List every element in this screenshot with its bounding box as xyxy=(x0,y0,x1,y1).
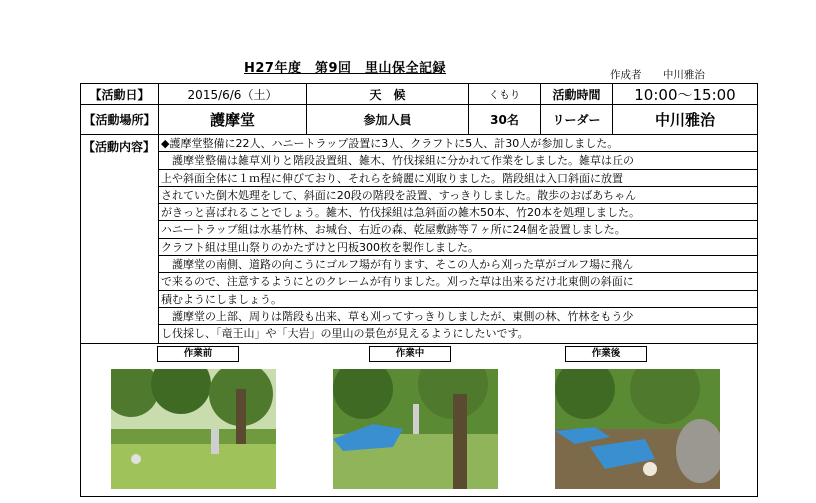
author-label: 作成者 xyxy=(610,69,642,81)
content-line: されていた倒木処理をして、斜面に20段の階段を設置、すっきりしました。散歩のおばあちゃん xyxy=(159,187,757,204)
content-line: 護摩堂の上部、周りは階段も出来、草も刈ってすっきりしましたが、東側の林、竹林をもう少 xyxy=(159,308,757,325)
content-label: 【活動内容】 xyxy=(81,135,159,343)
place-row xyxy=(81,105,757,135)
photo-after-label: 作業後 xyxy=(565,346,647,362)
photo-before-label: 作業前 xyxy=(157,346,239,362)
content-lines xyxy=(159,135,757,343)
content-line: 護摩堂の南側、道路の向こうにゴルフ場が有ります、そこの人から刈った草がゴルフ場に飛ん xyxy=(159,256,757,273)
content-line: がきっと喜ばれることでしょう。雑木、竹伐採組は急斜面の雑木50本、竹20本を処理しました。 xyxy=(159,204,757,221)
content-line: ◆護摩堂整備に22人、ハニートラップ設置に3人、クラフトに5人、計30人が参加しました。 xyxy=(159,135,757,152)
date-row xyxy=(81,84,757,105)
photo-section xyxy=(81,344,757,496)
date-value: 2015/6/6（土） xyxy=(159,84,307,104)
weather-label: 天 候 xyxy=(307,84,469,104)
author-name: 中川雅治 xyxy=(662,69,705,81)
date-label: 【活動日】 xyxy=(81,84,159,104)
place-value: 護摩堂 xyxy=(159,105,307,134)
weather-value: くもり xyxy=(469,84,541,104)
leader-value: 中川雅治 xyxy=(654,111,715,129)
participants-value: 30名 xyxy=(469,105,541,134)
content-line: ハニートラップ組は水基竹林、お城台、右近の森、乾屋敷跡等７ヶ所に24個を設置しました。 xyxy=(159,221,757,238)
author-info xyxy=(610,67,705,82)
photo-during xyxy=(333,369,498,489)
content-line: 護摩堂整備は雑草刈りと階段設置組、雑木、竹伐採組に分かれて作業をしました。雑草は丘の xyxy=(159,152,757,169)
participants-label: 参加人員 xyxy=(307,105,469,134)
leader-label: リーダー xyxy=(541,105,613,134)
place-label: 【活動場所】 xyxy=(81,105,159,134)
document-title: H27年度 第9回 里山保全記録 xyxy=(244,61,447,76)
content-line: 積むようにしましょう。 xyxy=(159,291,757,308)
content-line: クラフト組は里山祭りのかたずけと円板300枚を製作しました。 xyxy=(159,239,757,256)
content-line: 上や斜面全体に１ｍ程に伸びており、それらを綺麗に刈取りました。階段組は入口斜面に放置 xyxy=(159,170,757,187)
content-line: し伐採し、「竜王山」や「大岩」の里山の景色が見えるようにしたいです。 xyxy=(161,327,529,341)
photo-after xyxy=(555,369,720,489)
photo-during-label: 作業中 xyxy=(369,346,451,362)
record-table xyxy=(80,83,758,497)
photo-before xyxy=(111,369,276,489)
content-row xyxy=(81,135,757,344)
content-line: で来るので、注意するようにとのクレームが有りました。刈った草は出来るだけ北東側の斜面に xyxy=(159,273,757,290)
time-value: 10:00〜15:00 xyxy=(634,85,736,104)
time-label: 活動時間 xyxy=(541,84,613,104)
